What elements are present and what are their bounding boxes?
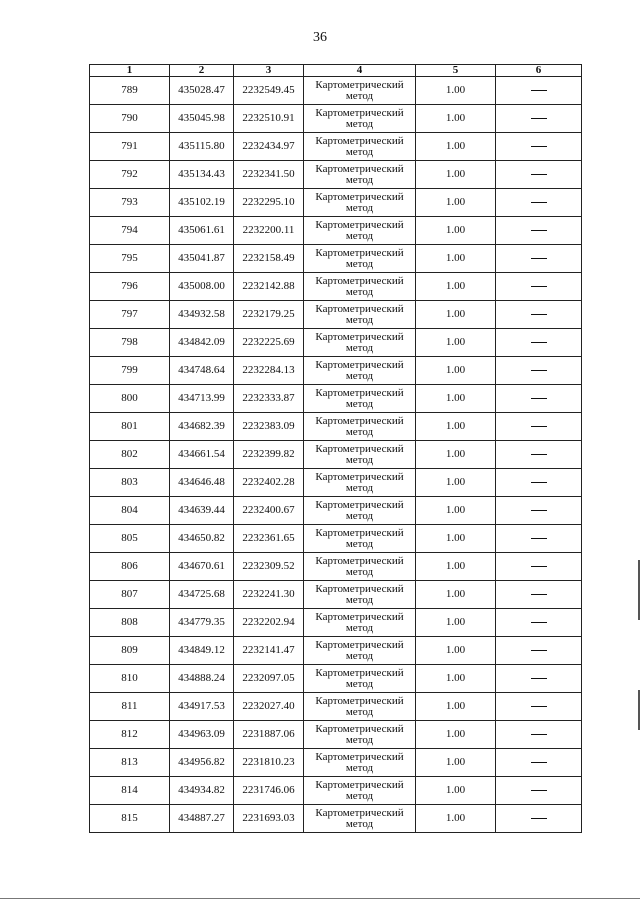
description-cell [496, 553, 582, 581]
accuracy-cell: 1.00 [416, 637, 496, 665]
x-coordinate-cell: 434917.53 [170, 693, 234, 721]
table-row [90, 525, 582, 553]
dash-mark [531, 398, 547, 399]
method-line-1: Картометрический [315, 414, 404, 427]
table-body [90, 77, 582, 833]
table-row [90, 469, 582, 497]
x-coordinate-cell: 434779.35 [170, 609, 234, 637]
description-cell [496, 217, 582, 245]
method-line-1: Картометрический [315, 722, 404, 735]
method-line-2: метод [345, 229, 374, 242]
dash-mark [531, 118, 547, 119]
coordinates-table [89, 64, 582, 833]
table-row [90, 189, 582, 217]
description-cell [496, 777, 582, 805]
dash-mark [531, 370, 547, 371]
table-row [90, 441, 582, 469]
x-coordinate-cell: 434661.54 [170, 441, 234, 469]
y-coordinate-cell: 2231810.23 [234, 749, 304, 777]
x-coordinate-cell: 434888.24 [170, 665, 234, 693]
method-cell [304, 609, 416, 637]
x-coordinate-cell: 434650.82 [170, 525, 234, 553]
point-number-cell: 813 [90, 749, 170, 777]
dash-mark [531, 482, 547, 483]
method-cell [304, 301, 416, 329]
table-row [90, 273, 582, 301]
accuracy-cell: 1.00 [416, 609, 496, 637]
description-cell [496, 133, 582, 161]
x-coordinate-cell: 435061.61 [170, 217, 234, 245]
description-cell [496, 301, 582, 329]
method-cell [304, 245, 416, 273]
x-coordinate-cell: 435041.87 [170, 245, 234, 273]
page-bottom-rule [0, 898, 640, 899]
method-line-2: метод [345, 145, 374, 158]
x-coordinate-cell: 434639.44 [170, 497, 234, 525]
x-coordinate-cell: 435115.80 [170, 133, 234, 161]
method-cell [304, 805, 416, 833]
description-cell [496, 357, 582, 385]
method-line-2: метод [345, 817, 374, 830]
method-cell [304, 105, 416, 133]
accuracy-cell: 1.00 [416, 301, 496, 329]
x-coordinate-cell: 435008.00 [170, 273, 234, 301]
method-line-1: Картометрический [315, 330, 404, 343]
description-cell [496, 721, 582, 749]
method-line-1: Картометрический [315, 470, 404, 483]
table-row [90, 329, 582, 357]
point-number-cell: 803 [90, 469, 170, 497]
point-number-cell: 810 [90, 665, 170, 693]
table-row [90, 637, 582, 665]
table-row [90, 553, 582, 581]
method-line-1: Картометрический [315, 78, 404, 91]
y-coordinate-cell: 2232400.67 [234, 497, 304, 525]
y-coordinate-cell: 2232383.09 [234, 413, 304, 441]
description-cell [496, 385, 582, 413]
description-cell [496, 329, 582, 357]
method-line-1: Картометрический [315, 750, 404, 763]
method-line-2: метод [345, 705, 374, 718]
y-coordinate-cell: 2232241.30 [234, 581, 304, 609]
x-coordinate-cell: 434725.68 [170, 581, 234, 609]
x-coordinate-cell: 435102.19 [170, 189, 234, 217]
accuracy-cell: 1.00 [416, 413, 496, 441]
description-cell [496, 693, 582, 721]
description-cell [496, 413, 582, 441]
method-line-2: метод [345, 789, 374, 802]
dash-mark [531, 510, 547, 511]
method-line-1: Картометрический [315, 190, 404, 203]
table-row [90, 581, 582, 609]
method-line-1: Картометрический [315, 274, 404, 287]
point-number-cell: 806 [90, 553, 170, 581]
dash-mark [531, 342, 547, 343]
x-coordinate-cell: 434932.58 [170, 301, 234, 329]
y-coordinate-cell: 2232399.82 [234, 441, 304, 469]
accuracy-cell: 1.00 [416, 385, 496, 413]
accuracy-cell: 1.00 [416, 133, 496, 161]
column-header: 5 [416, 65, 496, 77]
table-header-row [90, 65, 582, 77]
point-number-cell: 812 [90, 721, 170, 749]
description-cell [496, 161, 582, 189]
table-row [90, 357, 582, 385]
description-cell [496, 525, 582, 553]
method-line-1: Картометрический [315, 302, 404, 315]
point-number-cell: 805 [90, 525, 170, 553]
column-header: 3 [234, 65, 304, 77]
accuracy-cell: 1.00 [416, 553, 496, 581]
dash-mark [531, 230, 547, 231]
point-number-cell: 811 [90, 693, 170, 721]
dash-mark [531, 454, 547, 455]
accuracy-cell: 1.00 [416, 441, 496, 469]
x-coordinate-cell: 434748.64 [170, 357, 234, 385]
method-line-2: метод [345, 593, 374, 606]
accuracy-cell: 1.00 [416, 189, 496, 217]
dash-mark [531, 286, 547, 287]
x-coordinate-cell: 435045.98 [170, 105, 234, 133]
method-line-2: метод [345, 537, 374, 550]
y-coordinate-cell: 2232142.88 [234, 273, 304, 301]
method-line-2: метод [345, 481, 374, 494]
method-cell [304, 77, 416, 105]
table-row [90, 497, 582, 525]
table-row [90, 777, 582, 805]
point-number-cell: 808 [90, 609, 170, 637]
table-row [90, 133, 582, 161]
point-number-cell: 793 [90, 189, 170, 217]
point-number-cell: 814 [90, 777, 170, 805]
method-line-1: Картометрический [315, 358, 404, 371]
x-coordinate-cell: 434849.12 [170, 637, 234, 665]
method-line-1: Картометрический [315, 498, 404, 511]
method-cell [304, 133, 416, 161]
description-cell [496, 749, 582, 777]
y-coordinate-cell: 2232202.94 [234, 609, 304, 637]
table-row [90, 301, 582, 329]
point-number-cell: 794 [90, 217, 170, 245]
dash-mark [531, 566, 547, 567]
point-number-cell: 809 [90, 637, 170, 665]
accuracy-cell: 1.00 [416, 497, 496, 525]
accuracy-cell: 1.00 [416, 357, 496, 385]
point-number-cell: 802 [90, 441, 170, 469]
method-line-1: Картометрический [315, 582, 404, 595]
y-coordinate-cell: 2232361.65 [234, 525, 304, 553]
table-row [90, 161, 582, 189]
table-row [90, 245, 582, 273]
table-row [90, 721, 582, 749]
dash-mark [531, 762, 547, 763]
description-cell [496, 245, 582, 273]
method-line-2: метод [345, 649, 374, 662]
description-cell [496, 609, 582, 637]
method-line-1: Картометрический [315, 806, 404, 819]
y-coordinate-cell: 2232141.47 [234, 637, 304, 665]
method-cell [304, 581, 416, 609]
description-cell [496, 497, 582, 525]
column-header: 4 [304, 65, 416, 77]
description-cell [496, 273, 582, 301]
dash-mark [531, 818, 547, 819]
y-coordinate-cell: 2232549.45 [234, 77, 304, 105]
method-line-2: метод [345, 173, 374, 186]
dash-mark [531, 538, 547, 539]
x-coordinate-cell: 434956.82 [170, 749, 234, 777]
point-number-cell: 789 [90, 77, 170, 105]
method-cell [304, 273, 416, 301]
method-line-2: метод [345, 397, 374, 410]
table-row [90, 77, 582, 105]
y-coordinate-cell: 2232097.05 [234, 665, 304, 693]
method-cell [304, 665, 416, 693]
table-row [90, 749, 582, 777]
method-line-2: метод [345, 369, 374, 382]
y-coordinate-cell: 2231693.03 [234, 805, 304, 833]
description-cell [496, 665, 582, 693]
method-line-2: метод [345, 621, 374, 634]
method-line-1: Картометрический [315, 638, 404, 651]
dash-mark [531, 202, 547, 203]
method-line-2: метод [345, 117, 374, 130]
accuracy-cell: 1.00 [416, 665, 496, 693]
dash-mark [531, 258, 547, 259]
x-coordinate-cell: 434934.82 [170, 777, 234, 805]
dash-mark [531, 146, 547, 147]
method-cell [304, 357, 416, 385]
method-cell [304, 553, 416, 581]
method-line-1: Картометрический [315, 162, 404, 175]
accuracy-cell: 1.00 [416, 749, 496, 777]
method-line-1: Картометрический [315, 218, 404, 231]
description-cell [496, 105, 582, 133]
page-number: 36 [313, 30, 327, 45]
description-cell [496, 469, 582, 497]
method-line-1: Картометрический [315, 666, 404, 679]
table-row [90, 217, 582, 245]
point-number-cell: 790 [90, 105, 170, 133]
method-cell [304, 693, 416, 721]
accuracy-cell: 1.00 [416, 273, 496, 301]
point-number-cell: 807 [90, 581, 170, 609]
dash-mark [531, 426, 547, 427]
y-coordinate-cell: 2232027.40 [234, 693, 304, 721]
method-cell [304, 385, 416, 413]
point-number-cell: 791 [90, 133, 170, 161]
method-cell [304, 413, 416, 441]
x-coordinate-cell: 434842.09 [170, 329, 234, 357]
y-coordinate-cell: 2232179.25 [234, 301, 304, 329]
x-coordinate-cell: 435134.43 [170, 161, 234, 189]
dash-mark [531, 650, 547, 651]
method-line-2: метод [345, 89, 374, 102]
y-coordinate-cell: 2232309.52 [234, 553, 304, 581]
method-line-1: Картометрический [315, 526, 404, 539]
description-cell [496, 581, 582, 609]
description-cell [496, 805, 582, 833]
y-coordinate-cell: 2232225.69 [234, 329, 304, 357]
dash-mark [531, 790, 547, 791]
point-number-cell: 815 [90, 805, 170, 833]
table-row [90, 413, 582, 441]
method-cell [304, 777, 416, 805]
y-coordinate-cell: 2232295.10 [234, 189, 304, 217]
method-cell [304, 749, 416, 777]
method-line-2: метод [345, 761, 374, 774]
dash-mark [531, 174, 547, 175]
accuracy-cell: 1.00 [416, 693, 496, 721]
description-cell [496, 77, 582, 105]
method-cell [304, 217, 416, 245]
accuracy-cell: 1.00 [416, 105, 496, 133]
dash-mark [531, 594, 547, 595]
method-line-2: метод [345, 425, 374, 438]
dash-mark [531, 622, 547, 623]
method-line-1: Картометрический [315, 106, 404, 119]
dash-mark [531, 314, 547, 315]
point-number-cell: 797 [90, 301, 170, 329]
method-line-1: Картометрический [315, 386, 404, 399]
description-cell [496, 189, 582, 217]
method-line-2: метод [345, 677, 374, 690]
accuracy-cell: 1.00 [416, 581, 496, 609]
method-line-2: метод [345, 565, 374, 578]
method-cell [304, 189, 416, 217]
accuracy-cell: 1.00 [416, 217, 496, 245]
point-number-cell: 795 [90, 245, 170, 273]
column-header: 1 [90, 65, 170, 77]
accuracy-cell: 1.00 [416, 805, 496, 833]
method-cell [304, 161, 416, 189]
method-cell [304, 329, 416, 357]
dash-mark [531, 734, 547, 735]
y-coordinate-cell: 2231746.06 [234, 777, 304, 805]
dash-mark [531, 678, 547, 679]
point-number-cell: 801 [90, 413, 170, 441]
y-coordinate-cell: 2232510.91 [234, 105, 304, 133]
method-line-1: Картометрический [315, 554, 404, 567]
x-coordinate-cell: 435028.47 [170, 77, 234, 105]
point-number-cell: 796 [90, 273, 170, 301]
point-number-cell: 804 [90, 497, 170, 525]
method-cell [304, 637, 416, 665]
method-line-2: метод [345, 201, 374, 214]
method-line-1: Картометрический [315, 694, 404, 707]
accuracy-cell: 1.00 [416, 721, 496, 749]
x-coordinate-cell: 434963.09 [170, 721, 234, 749]
dash-mark [531, 90, 547, 91]
table-row [90, 665, 582, 693]
method-cell [304, 525, 416, 553]
point-number-cell: 800 [90, 385, 170, 413]
method-line-2: метод [345, 733, 374, 746]
point-number-cell: 792 [90, 161, 170, 189]
column-header: 6 [496, 65, 582, 77]
method-line-2: метод [345, 257, 374, 270]
method-line-1: Картометрический [315, 246, 404, 259]
y-coordinate-cell: 2232402.28 [234, 469, 304, 497]
y-coordinate-cell: 2232341.50 [234, 161, 304, 189]
method-cell [304, 441, 416, 469]
method-cell [304, 721, 416, 749]
description-cell [496, 441, 582, 469]
accuracy-cell: 1.00 [416, 777, 496, 805]
method-line-1: Картометрический [315, 134, 404, 147]
method-line-1: Картометрический [315, 778, 404, 791]
method-line-2: метод [345, 341, 374, 354]
y-coordinate-cell: 2232200.11 [234, 217, 304, 245]
method-line-2: метод [345, 509, 374, 522]
method-line-2: метод [345, 313, 374, 326]
point-number-cell: 798 [90, 329, 170, 357]
accuracy-cell: 1.00 [416, 525, 496, 553]
table-row [90, 609, 582, 637]
method-cell [304, 497, 416, 525]
y-coordinate-cell: 2232333.87 [234, 385, 304, 413]
accuracy-cell: 1.00 [416, 161, 496, 189]
point-number-cell: 799 [90, 357, 170, 385]
table-row [90, 805, 582, 833]
dash-mark [531, 706, 547, 707]
accuracy-cell: 1.00 [416, 329, 496, 357]
accuracy-cell: 1.00 [416, 469, 496, 497]
column-header: 2 [170, 65, 234, 77]
method-line-2: метод [345, 285, 374, 298]
x-coordinate-cell: 434887.27 [170, 805, 234, 833]
accuracy-cell: 1.00 [416, 245, 496, 273]
method-line-2: метод [345, 453, 374, 466]
x-coordinate-cell: 434646.48 [170, 469, 234, 497]
description-cell [496, 637, 582, 665]
method-line-1: Картометрический [315, 442, 404, 455]
x-coordinate-cell: 434682.39 [170, 413, 234, 441]
table-row [90, 385, 582, 413]
y-coordinate-cell: 2232158.49 [234, 245, 304, 273]
method-cell [304, 469, 416, 497]
method-line-1: Картометрический [315, 610, 404, 623]
y-coordinate-cell: 2232284.13 [234, 357, 304, 385]
table-row [90, 693, 582, 721]
x-coordinate-cell: 434713.99 [170, 385, 234, 413]
y-coordinate-cell: 2231887.06 [234, 721, 304, 749]
y-coordinate-cell: 2232434.97 [234, 133, 304, 161]
table-row [90, 105, 582, 133]
accuracy-cell: 1.00 [416, 77, 496, 105]
x-coordinate-cell: 434670.61 [170, 553, 234, 581]
